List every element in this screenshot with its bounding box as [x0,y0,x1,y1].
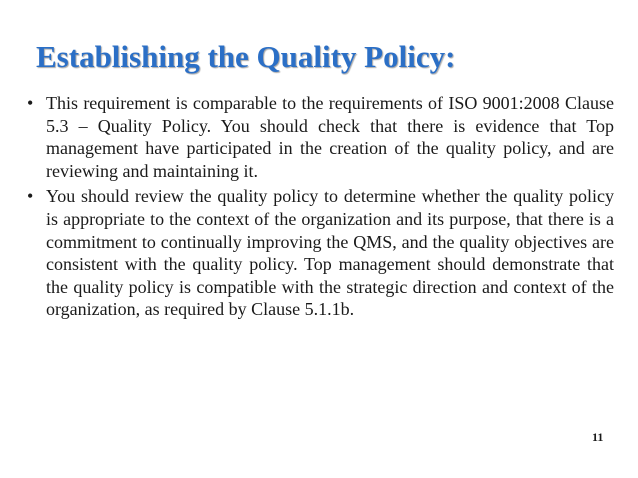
page-number: 11 [592,430,604,444]
bullet-icon: • [27,186,34,207]
bullet-item [24,92,614,182]
bullet-icon: • [27,93,34,113]
bullet-text: This requirement is comparable to the requirements of ISO 9001:2008 Clause 5.3 – Quality Policy. You should check that there is evidence that Top management have participated in the creation of the quality policy, and are reviewing and maintaining it. [46,93,614,181]
slide-title: Establishing the Quality Policy: [36,39,456,74]
bullet-item [24,185,614,321]
bullet-text: You should review the quality policy to determine whether the quality policy is appropriate to the context of the organization and its purpose, that there is a commitment to continually improving the QMS, and the quality objectives are consistent with the quality policy. Top management should demonstrate that the quality policy is compatible with the strategic direction and context of the organization, as required by Clause 5.1.1b. [46,186,614,320]
bullet-list [24,92,614,324]
